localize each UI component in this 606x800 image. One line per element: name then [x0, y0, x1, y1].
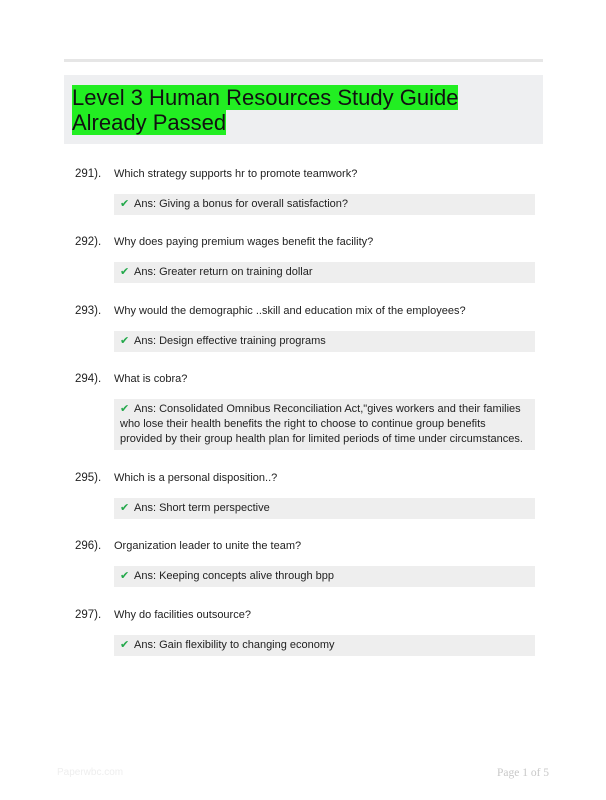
checkmark-icon: ✔ — [120, 502, 130, 514]
answer-box — [114, 635, 535, 656]
question-text: Which strategy supports hr to promote teamwork? — [114, 168, 358, 180]
page-indicator: Page 1 of 5 — [497, 767, 550, 779]
answer-text: Ans: Giving a bonus for overall satisfaction? — [134, 198, 349, 210]
checkmark-icon: ✔ — [120, 570, 130, 582]
question-number: 295). — [75, 472, 102, 484]
qa-item — [64, 168, 543, 215]
answer-box — [114, 262, 535, 283]
question-number: 292). — [75, 236, 102, 248]
qa-item — [64, 472, 543, 519]
qa-item — [64, 305, 543, 352]
question-text: What is cobra? — [114, 373, 188, 385]
title-panel — [64, 75, 543, 144]
question-number: 291). — [75, 168, 102, 180]
checkmark-icon: ✔ — [120, 266, 130, 278]
qa-item — [64, 236, 543, 283]
qa-item — [64, 609, 543, 656]
answer-box — [114, 399, 535, 450]
qa-item — [64, 373, 543, 450]
answer-text: Ans: Gain flexibility to changing economy — [134, 639, 335, 651]
answer-text: Ans: Keeping concepts alive through bpp — [134, 570, 334, 582]
answer-text: Ans: Design effective training programs — [134, 335, 326, 347]
question-text: Organization leader to unite the team? — [114, 540, 302, 552]
checkmark-icon: ✔ — [120, 403, 130, 415]
question-text: Which is a personal disposition..? — [114, 472, 278, 484]
qa-item — [64, 540, 543, 587]
answer-text: Ans: Short term perspective — [134, 502, 270, 514]
question-text: Why does paying premium wages benefit the facility? — [114, 236, 374, 248]
question-text: Why do facilities outsource? — [114, 609, 251, 621]
top-divider — [64, 59, 543, 62]
question-number: 293). — [75, 305, 102, 317]
question-number: 296). — [75, 540, 102, 552]
answer-box — [114, 566, 535, 587]
footer-watermark: Paperwbc.com — [57, 767, 124, 778]
answer-box — [114, 498, 535, 519]
document-title: Level 3 Human Resources Study Guide Already Passed — [72, 85, 459, 135]
answer-box — [114, 331, 535, 352]
answer-box — [114, 194, 535, 215]
answer-text: Ans: Consolidated Omnibus Reconciliation Act,"gives workers and their families who lose their health benefits the right to choose to continue group benefits provided by their group health plan for limited periods of time under circumstances. — [120, 403, 523, 445]
question-number: 294). — [75, 373, 102, 385]
checkmark-icon: ✔ — [120, 335, 130, 347]
checkmark-icon: ✔ — [120, 639, 130, 651]
question-number: 297). — [75, 609, 102, 621]
checkmark-icon: ✔ — [120, 198, 130, 210]
question-text: Why would the demographic ..skill and education mix of the employees? — [114, 305, 466, 317]
answer-text: Ans: Greater return on training dollar — [134, 266, 313, 278]
